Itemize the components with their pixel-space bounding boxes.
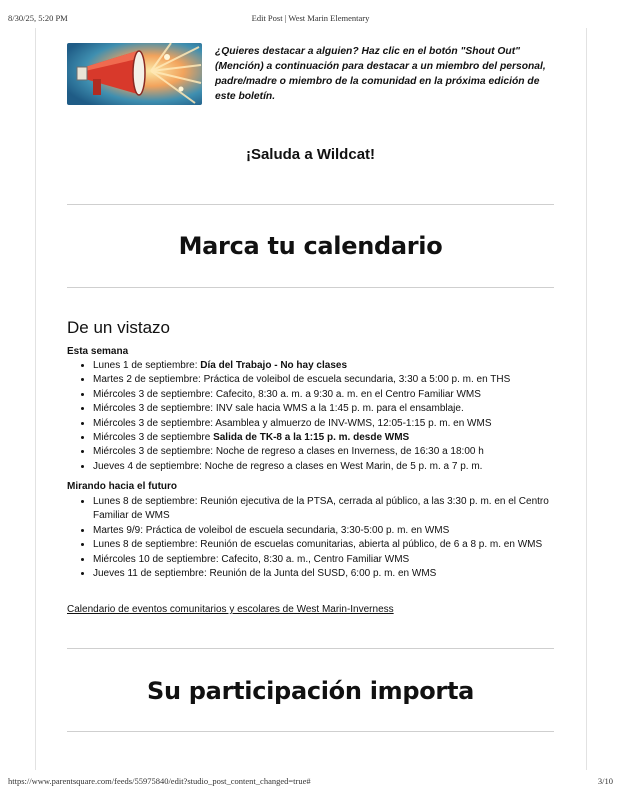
list-item: • Miércoles 3 de septiembre: INV sale hacia WMS a la 1:45 p. m. para el ensamblaje. (93, 402, 583, 416)
list-item: • Lunes 8 de septiembre: Reunión de escuelas comunitarias, abierta al público, de 6 a 8 p. m. en WMS (93, 538, 583, 552)
wildcat-heading: ¡Saluda a Wildcat! (245, 146, 376, 163)
list-item: • Miércoles 3 de septiembre: Cafecito, 8:30 a. m. a 9:30 a. m. en el Centro Familiar WMS (93, 388, 583, 402)
divider (67, 204, 554, 205)
list-item: • Miércoles 3 de septiembre Salida de TK-8 a la 1:15 p. m. desde WMS (93, 431, 583, 445)
community-calendar-link[interactable]: Calendario de eventos comunitarios y escolares de West Marin-Inverness (67, 604, 394, 615)
participation-heading: Su participación importa (146, 677, 475, 705)
divider (67, 648, 554, 649)
print-page-number: 3/10 (597, 776, 613, 786)
list-item: • Miércoles 3 de septiembre: Noche de regreso a clases en Inverness, de 16:30 a 18:00 h (93, 445, 583, 459)
looking-ahead-list (67, 495, 583, 581)
left-border-line (35, 28, 36, 770)
list-item: • Martes 2 de septiembre: Práctica de voleibol de escuela secundaria, 3:30 a 5:00 p. m. en THS (93, 373, 583, 387)
this-week-label: Esta semana (67, 346, 129, 357)
megaphone-banner-image (67, 43, 202, 105)
at-a-glance-heading: De un vistazo (67, 318, 170, 337)
divider (67, 287, 554, 288)
print-page-title: Edit Post | West Marin Elementary (251, 13, 370, 23)
right-border-line (586, 28, 587, 770)
megaphone-icon (67, 43, 202, 105)
list-item: • Jueves 4 de septiembre: Noche de regreso a clases en West Marin, de 5 p. m. a 7 p. m. (93, 460, 583, 474)
shout-out-text: ¿Quieres destacar a alguien? Haz clic en el botón "Shout Out" (Mención) a continuación para destacar a un miembro del personal, padre/madre o miembro de la comunidad en la próxima edición de este boletín. (215, 46, 546, 102)
print-datetime: 8/30/25, 5:20 PM (8, 13, 68, 23)
this-week-list (67, 359, 583, 474)
list-item: • Martes 9/9: Práctica de voleibol de escuela secundaria, 3:30-5:00 p. m. en WMS (93, 524, 583, 538)
list-item: • Lunes 1 de septiembre: Día del Trabajo - No hay clases (93, 359, 583, 373)
calendar-heading: Marca tu calendario (178, 232, 443, 260)
print-url: https://www.parentsquare.com/feeds/55975840/edit?studio_post_content_changed=true# (8, 776, 311, 786)
list-item: • Jueves 11 de septiembre: Reunión de la Junta del SUSD, 6:00 p. m. en WMS (93, 567, 583, 581)
divider (67, 731, 554, 732)
list-item: • Miércoles 3 de septiembre: Asamblea y almuerzo de INV-WMS, 12:05-1:15 p. m. en WMS (93, 417, 583, 431)
list-item: • Lunes 8 de septiembre: Reunión ejecutiva de la PTSA, cerrada al público, a las 3:30 p. m. en el Centro Familiar de WMS (93, 495, 583, 524)
looking-ahead-label: Mirando hacia el futuro (67, 481, 178, 492)
list-item: • Miércoles 10 de septiembre: Cafecito, 8:30 a. m., Centro Familiar WMS (93, 553, 583, 567)
